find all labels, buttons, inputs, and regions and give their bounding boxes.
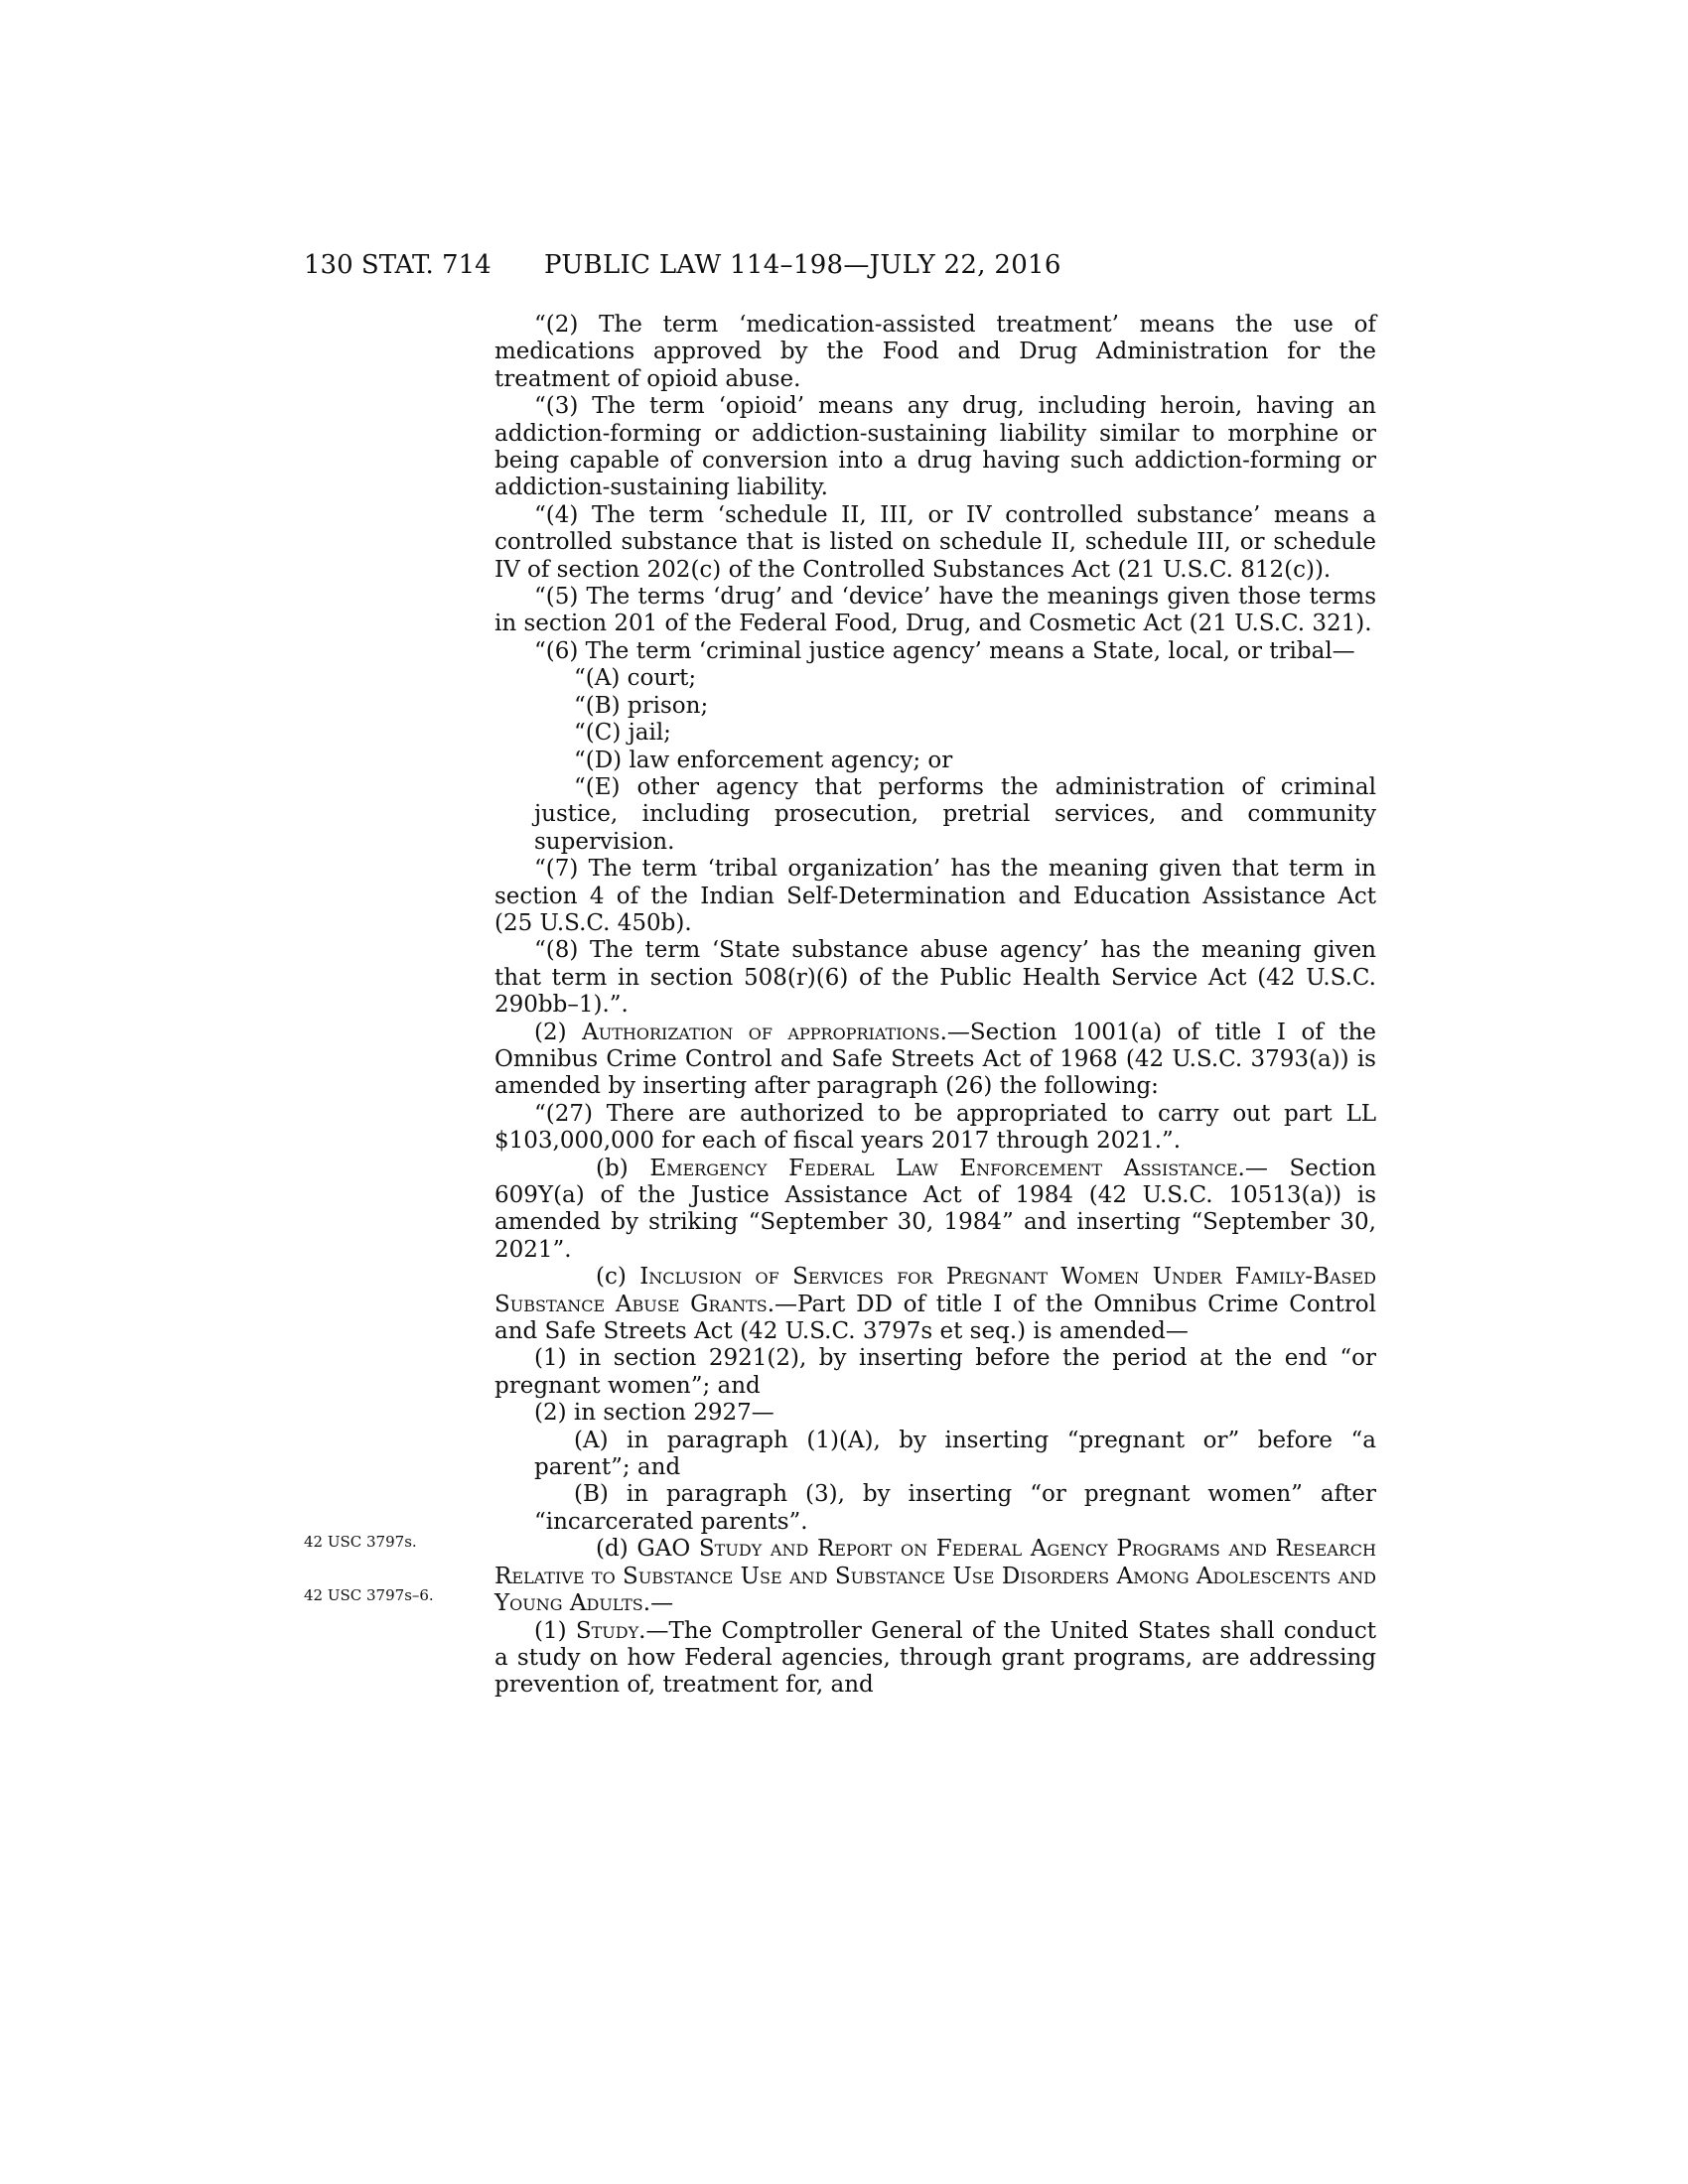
- paragraph-text: —The Comptroller General of the United States shall conduct a study on how Federal agencies, through grant programs, are addressing prevention of, treatment for, and: [494, 1617, 1377, 1699]
- subparagraph: “(B) prison;: [574, 692, 709, 719]
- subsection-number: (d): [596, 1536, 629, 1563]
- subparagraph: “(D) law enforcement agency; or: [574, 747, 953, 773]
- subparagraph: (A) in paragraph (1)(A), by inserting “pregnant or” before “a parent”; and: [534, 1427, 1376, 1481]
- definition-paragraph: “(4) The term ‘schedule II, III, or IV controlled substance’ means a controlled substance that is listed on schedule II, schedule III, or schedule IV of section 202(c) of the Controlled Substances Act (21 U.S.C. 812(c)).: [494, 501, 1376, 583]
- section-paragraph: (1) in section 2921(2), by inserting before the period at the end “or pregnant women”; and: [494, 1345, 1376, 1399]
- section-paragraph: (2) in section 2927—: [534, 1400, 774, 1427]
- subparagraph: “(E) other agency that performs the administration of criminal justice, including prosecution, pretrial services, and community supervision.: [534, 773, 1376, 855]
- definition-paragraph: “(8) The term ‘State substance abuse agency’ has the meaning given that term in section 508(r)(6) of the Public Health Service Act (42 U.S.C. 290bb–1).”.: [494, 937, 1376, 1019]
- paragraph-heading: Authorization of appropriations.: [582, 1019, 947, 1045]
- margin-note-citation: 42 USC 3797s.: [304, 1533, 417, 1551]
- stat-page-number: 130 STAT. 714: [304, 250, 492, 280]
- page-header: [304, 250, 1376, 290]
- subsection-text: — Section 609Y(a) of the Justice Assistance Act of 1984 (42 U.S.C. 10513(a)) is amended by striking “September 30, 1984” and inserting “September 30, 2021”.: [494, 1155, 1377, 1263]
- definition-paragraph: “(5) The terms ‘drug’ and ‘device’ have the meanings given those terms in section 201 of the Federal Food, Drug, and Cosmetic Act (21 U.S.C. 321).: [494, 584, 1376, 637]
- definition-paragraph: “(27) There are authorized to be appropriated to carry out part LL $103,000,000 for each of fiscal years 2017 through 2021.”.: [494, 1100, 1376, 1155]
- subparagraph: “(A) court;: [574, 665, 697, 692]
- section-paragraph: [494, 1020, 1376, 1101]
- subsection-heading: Emergency Federal Law Enforcement Assistance.: [649, 1155, 1245, 1181]
- definition-paragraph: “(3) The term ‘opioid’ means any drug, including heroin, having an addiction-forming or addiction-sustaining liability similar to morphine or being capable of conversion into a drug having such addiction-forming or addiction-sustaining liability.: [494, 393, 1376, 501]
- subparagraph: “(C) jail;: [574, 720, 671, 747]
- subsection-dash: —: [650, 1590, 674, 1617]
- definition-paragraph: “(6) The term ‘criminal justice agency’ means a State, local, or tribal—: [534, 637, 1355, 664]
- subsection: [494, 1264, 1376, 1345]
- subsection: [494, 1156, 1376, 1265]
- subsection-number: (b): [596, 1155, 629, 1181]
- subsection-heading: GAO Study and Report on Federal Agency Programs and Research Relative to Substance Use and Substance Use Disorders Among Adolescents and Young Adults.: [494, 1536, 1376, 1617]
- document-body: [494, 312, 1376, 1700]
- subsection-text: —Part DD of title I of the Omnibus Crime Control and Safe Streets Act (42 U.S.C. 3797s et seq.) is amended—: [494, 1291, 1376, 1345]
- section-paragraph: [494, 1618, 1376, 1700]
- margin-note-citation: 42 USC 3797s–6.: [304, 1586, 434, 1604]
- definition-paragraph: “(7) The term ‘tribal organization’ has the meaning given that term in section 4 of the Indian Self-Determination and Education Assistance Act (25 U.S.C. 450b).: [494, 856, 1376, 936]
- subsection-number: (c): [596, 1264, 627, 1291]
- paragraph-number: (2): [534, 1019, 567, 1045]
- subsection-heading: Inclusion of Services for Pregnant Women Under Family-Based Substance Abuse Grants.: [494, 1264, 1377, 1317]
- paragraph-heading: Study.: [575, 1617, 646, 1644]
- definition-paragraph: “(2) The term ‘medication-assisted treatment’ means the use of medications approved by the Food and Drug Administration for the treatment of opioid abuse.: [494, 312, 1376, 392]
- paragraph-text: —Section 1001(a) of title I of the Omnibus Crime Control and Safe Streets Act of 1968 (42 U.S.C. 3793(a)) is amended by inserting after paragraph (26) the following:: [494, 1019, 1376, 1100]
- subparagraph: (B) in paragraph (3), by inserting “or pregnant women” after “incarcerated parents”.: [534, 1481, 1376, 1535]
- subsection: [494, 1536, 1376, 1617]
- public-law-title: PUBLIC LAW 114–198—JULY 22, 2016: [544, 250, 1061, 280]
- paragraph-number: (1): [534, 1617, 567, 1644]
